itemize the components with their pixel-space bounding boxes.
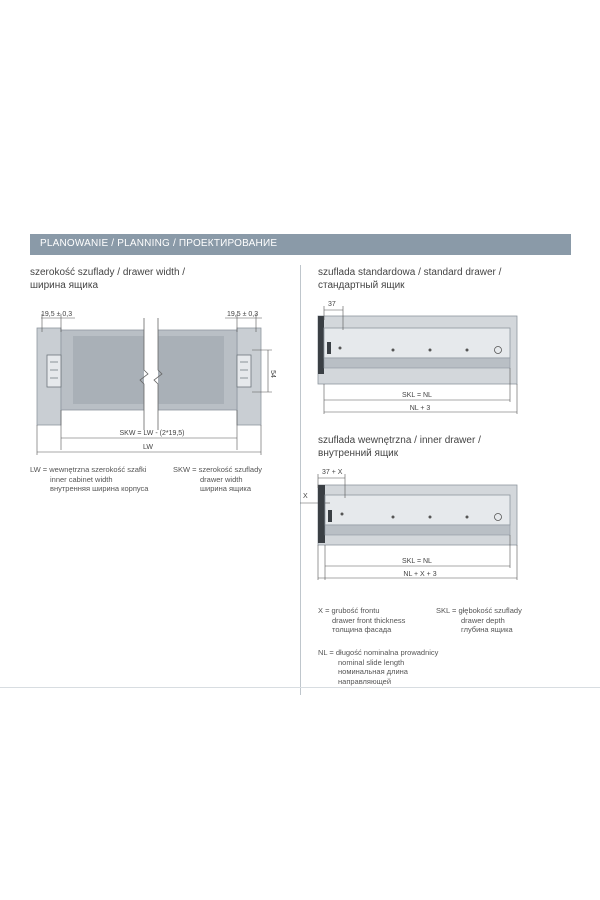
legend-x-line3: толщина фасада (332, 625, 392, 634)
drawer-width-title-line2: ширина ящика (30, 280, 99, 291)
dim-lw-label: LW (143, 444, 153, 451)
legend-skw (173, 465, 262, 494)
inner-hole-4 (466, 516, 469, 519)
legend-skw-line1: SKW = szerokość szuflady (173, 465, 262, 474)
dim-skw-label: SKW = LW - (2*19,5) (119, 430, 185, 437)
standard-drawer-title-line1: szuflada standardowa / standard drawer / (318, 267, 502, 278)
inner-drawer-title-line1: szuflada wewnętrzna / inner drawer / (318, 435, 481, 446)
legend-nl-line4: направляющей (338, 676, 392, 686)
legend-nl (318, 648, 438, 686)
legend-lw-line2: inner cabinet width (50, 474, 113, 484)
inner-hole-3 (429, 516, 432, 519)
inner-lock (328, 510, 332, 522)
inner-hole-1 (341, 513, 344, 516)
inner-dim-skl-label: SKL = NL (402, 558, 432, 565)
standard-dim-37-label: 37 (328, 301, 336, 308)
legend-skl-line1: SKL = głębokość szuflady (436, 606, 522, 615)
legend-nl-line1: NL = długość nominalna prowadnicy (318, 648, 439, 657)
inner-slide (325, 495, 510, 525)
standard-dim-skl-label: SKL = NL (402, 392, 432, 399)
dim-height-label: 54 (269, 370, 276, 378)
drawer-width-title-line1: szerokość szuflady / drawer width / (30, 267, 186, 278)
legend-skl (436, 606, 522, 635)
legend-lw-line3: внутренняя ширина корпуса (50, 484, 149, 493)
legend-skw-line2: drawer width (200, 474, 243, 484)
standard-drawer-title-line2: стандартный ящик (318, 280, 405, 291)
legend-nl-line2: nominal slide length (338, 657, 405, 667)
legend-lw (30, 465, 148, 494)
dim-left-label: 19,5 ± 0,3 (41, 311, 73, 318)
legend-skw-line3: ширина ящика (200, 484, 252, 493)
legend-x-line2: drawer front thickness (332, 615, 406, 625)
dim-right-label: 19,5 ± 0,3 (227, 311, 259, 318)
inner-dim-37x-label: 37 + X (322, 469, 343, 476)
legend-nl-line3: номинальная длина (338, 667, 408, 676)
legend-skl-line2: drawer depth (461, 615, 505, 625)
legend-x-line1: X = grubość frontu (318, 606, 380, 615)
legend-lw-line1: LW = wewnętrzna szerokość szafki (30, 465, 147, 474)
inner-hole-2 (392, 516, 395, 519)
legend-x (318, 606, 405, 635)
inner-drawer-title-line2: внутренний ящик (318, 448, 399, 459)
inner-drawer-bottom (325, 525, 510, 535)
inner-dim-x-label: X (303, 493, 308, 500)
section-title: PLANOWANIE / PLANNING / ПРОЕКТИРОВАНИЕ (40, 238, 278, 249)
legend-skl-line3: глубина ящика (461, 625, 513, 634)
inner-front-panel (318, 485, 325, 543)
inner-dim-nl-label: NL + X + 3 (403, 571, 437, 578)
standard-dim-nl-label: NL + 3 (409, 405, 431, 412)
